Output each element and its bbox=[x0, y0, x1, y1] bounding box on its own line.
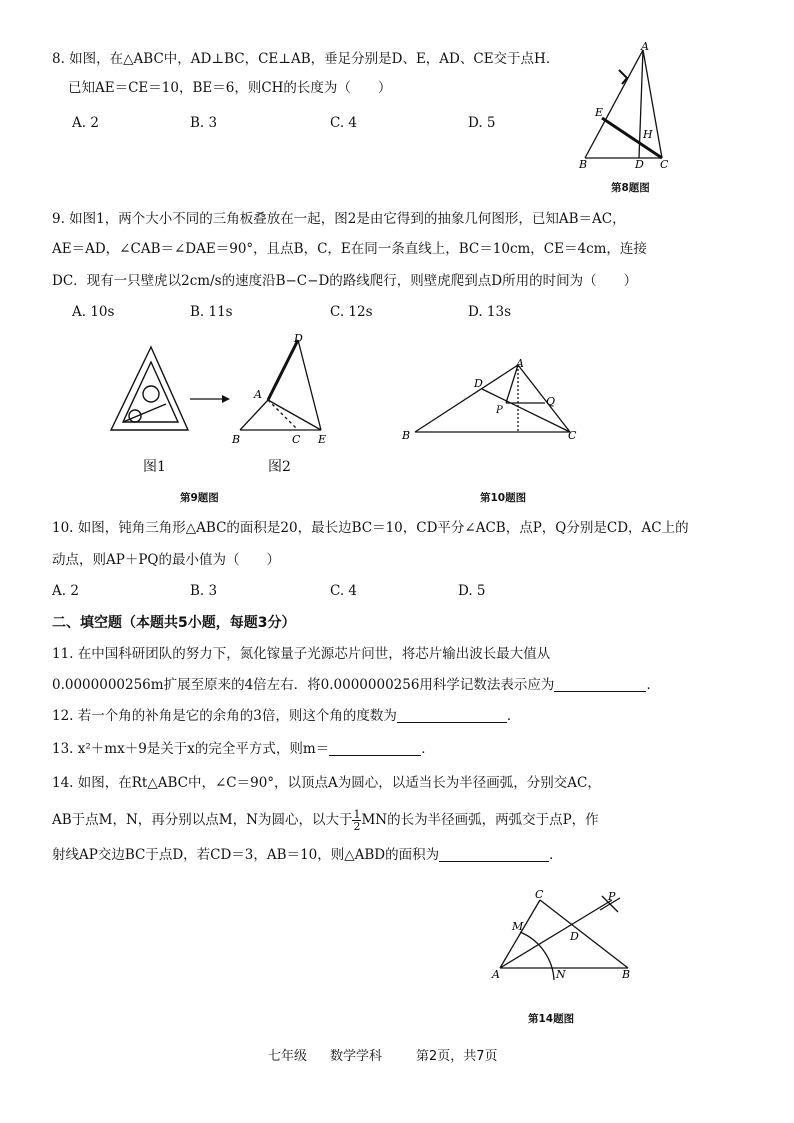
q9-line1: 9. 如图1，两个大小不同的三角板叠放在一起，图2是由它得到的抽象几何图形，已知AB＝AC， bbox=[52, 211, 626, 227]
q10-figure bbox=[400, 355, 585, 450]
q14-frac-numerator: 1 bbox=[353, 808, 361, 821]
q8-caption: 第8题图 bbox=[611, 182, 650, 194]
q14-answer-blank[interactable] bbox=[439, 847, 549, 862]
q14-line2-start: AB于点M，N，再分别以点M，N为圆心，以大于 bbox=[52, 812, 353, 828]
footer-grade: 七年级 bbox=[268, 1049, 308, 1064]
q10-option-a: A. 2 bbox=[52, 583, 79, 599]
q8-line1: 8. 如图，在△ABC中，AD⊥BC，CE⊥AB，垂足分别是D、E，AD、CE交于点H． bbox=[52, 51, 560, 67]
q8-option-a: A. 2 bbox=[72, 115, 99, 131]
q8-option-c: C. 4 bbox=[330, 115, 358, 131]
q9-option-d: D. 13s bbox=[468, 304, 512, 320]
q8-label-d: D bbox=[635, 158, 644, 171]
footer-subject: 数学学科 bbox=[330, 1049, 383, 1064]
q8-label-a: A bbox=[641, 40, 649, 53]
q8-line2: 已知AE＝CE＝10，BE＝6，则CH的长度为（ ） bbox=[68, 80, 392, 96]
q11-end: ． bbox=[646, 677, 660, 693]
q14-label-d: D bbox=[570, 930, 579, 943]
q9-label-e: E bbox=[318, 433, 327, 446]
q10-label-d: D bbox=[474, 377, 483, 390]
q9-caption: 第9题图 bbox=[180, 492, 219, 504]
q8-label-c: C bbox=[660, 158, 669, 171]
q12-line bbox=[52, 707, 520, 725]
q14-frac-denominator: 2 bbox=[353, 820, 361, 833]
q10-label-q: Q bbox=[546, 395, 556, 408]
q8-option-d: D. 5 bbox=[468, 115, 496, 131]
q9-figure1 bbox=[106, 342, 196, 437]
q14-text: 射线AP交边BC于点D，若CD＝3，AB＝10，则△ABD的面积为 bbox=[52, 847, 440, 863]
q9-fig1-caption: 图1 bbox=[143, 459, 166, 475]
q10-label-c: C bbox=[568, 429, 577, 442]
q9-option-a: A. 10s bbox=[72, 304, 115, 320]
q9-line2: AE＝AD，∠CAB＝∠DAE＝90°，且点B，C，E在同一条直线上，BC＝10cm，CE＝4cm，连接 bbox=[52, 241, 647, 257]
q9-option-b: B. 11s bbox=[190, 304, 233, 320]
q14-end: ． bbox=[549, 847, 563, 863]
q12-end: ． bbox=[506, 708, 521, 724]
q9-label-a: A bbox=[254, 388, 262, 401]
q14-label-n: N bbox=[556, 968, 566, 981]
q9-line3: DC．现有一只壁虎以2cm/s的速度沿B−C−D的路线爬行，则壁虎爬到点D所用的时间为（ ） bbox=[52, 273, 638, 289]
q10-label-b: B bbox=[402, 429, 411, 442]
q10-line2: 动点，则AP＋PQ的最小值为（ ） bbox=[52, 552, 280, 568]
q9-fig2-caption: 图2 bbox=[268, 459, 291, 475]
q13-answer-blank[interactable] bbox=[329, 741, 421, 756]
q12-text: 12. 若一个角的补角是它的余角的3倍，则这个角的度数为 bbox=[52, 708, 397, 724]
q8-label-h: H bbox=[643, 128, 653, 141]
q14-label-b: B bbox=[622, 968, 631, 981]
q9-option-c: C. 12s bbox=[330, 304, 373, 320]
q8-option-b: B. 3 bbox=[190, 115, 218, 131]
q14-line1: 14. 如图，在Rt△ABC中，∠C＝90°，以顶点A为圆心，以适当长为半径画弧，分别交AC， bbox=[52, 775, 601, 791]
q14-line2 bbox=[52, 809, 599, 832]
q14-label-p: P bbox=[608, 890, 616, 903]
q10-caption: 第10题图 bbox=[480, 492, 527, 504]
footer-page: 第2页，共7页 bbox=[416, 1049, 498, 1064]
section-heading-fill-in: 二、填空题（本题共5小题，每题3分） bbox=[52, 615, 296, 631]
q14-line3 bbox=[52, 846, 563, 864]
q13-text: 13. x²＋mx＋9是关于x的完全平方式，则m＝ bbox=[52, 741, 330, 757]
q14-label-c: C bbox=[535, 888, 544, 901]
q8-figure bbox=[575, 40, 685, 170]
q10-option-d: D. 5 bbox=[458, 583, 486, 599]
q8-side-ab bbox=[585, 50, 643, 158]
q9-label-b: B bbox=[232, 433, 241, 446]
q11-line1: 11. 在中国科研团队的努力下，氮化镓量子光源芯片问世，将芯片输出波长最大值从 bbox=[52, 646, 551, 662]
q10-label-p: P bbox=[496, 405, 503, 416]
q9-label-d: D bbox=[294, 332, 303, 345]
q14-line2-end: MN的长为半径画弧，两弧交于点P，作 bbox=[361, 812, 599, 828]
q10-line1: 10. 如图，钝角三角形△ABC的面积是20，最长边BC＝10，CD平分∠ACB，点P，Q分别是CD，AC上的 bbox=[52, 520, 689, 536]
q10-label-a: A bbox=[516, 357, 524, 370]
q11-text: 0.0000000256m扩展至原来的4倍左右．将0.0000000256用科学记数法表示应为 bbox=[52, 677, 555, 693]
q14-label-a: A bbox=[492, 968, 500, 981]
q11-answer-blank[interactable] bbox=[554, 677, 646, 692]
q14-figure bbox=[490, 888, 635, 983]
q11-line2 bbox=[52, 676, 660, 694]
q14-caption: 第14题图 bbox=[528, 1013, 575, 1025]
q9-arrow bbox=[190, 393, 230, 405]
q8-label-e: E bbox=[595, 106, 604, 119]
q13-line bbox=[52, 740, 435, 758]
q14-label-m: M bbox=[512, 920, 524, 933]
q9-label-c: C bbox=[292, 433, 301, 446]
q10-option-b: B. 3 bbox=[190, 583, 218, 599]
q9-figure2 bbox=[228, 330, 338, 450]
q8-label-b: B bbox=[579, 158, 588, 171]
q12-answer-blank[interactable] bbox=[397, 708, 507, 723]
q8-side-ac bbox=[643, 50, 662, 158]
q10-option-c: C. 4 bbox=[330, 583, 358, 599]
q13-end: ． bbox=[421, 741, 435, 757]
q8-altitude-ce bbox=[602, 118, 662, 158]
